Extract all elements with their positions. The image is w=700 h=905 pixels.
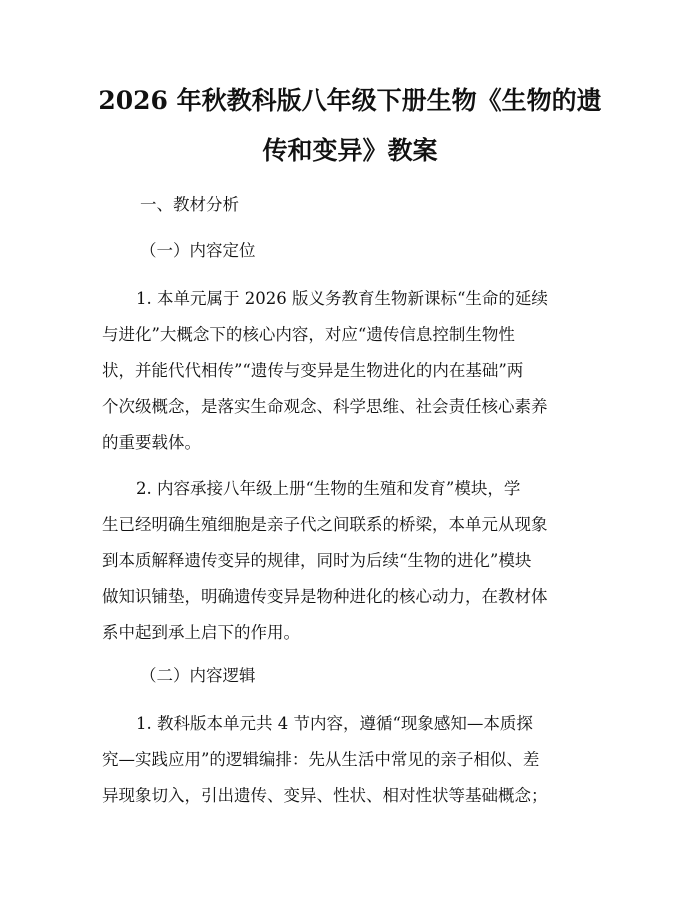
paragraph-line: 系中起到承上启下的作用。 (102, 623, 300, 642)
paragraph-2 (102, 471, 602, 651)
paragraph-line: 做知识铺垫，明确遗传变异是物种进化的核心动力，在教材体 (102, 587, 548, 606)
paragraph-line: 2. 内容承接八年级上册“生物的生殖和发育”模块，学 (136, 479, 521, 498)
paragraph-line: 异现象切入，引出遗传、变异、性状、相对性状等基础概念； (102, 786, 548, 805)
paragraph-line: 与进化”大概念下的核心内容，对应“遗传信息控制生物性 (102, 325, 515, 344)
document-title-line-1: 2026 年秋教科版八年级下册生物《生物的遗 (98, 86, 602, 115)
paragraph-line: 的重要载体。 (102, 433, 201, 452)
paragraph-line: 到本质解释遗传变异的规律，同时为后续“生物的进化”模块 (102, 551, 532, 570)
paragraph-line: 个次级概念，是落实生命观念、科学思维、社会责任核心素养 (102, 397, 548, 416)
paragraph-line: 生已经明确生殖细胞是亲子代之间联系的桥梁，本单元从现象 (102, 515, 548, 534)
subsection-heading-content-positioning: （一）内容定位 (140, 241, 256, 260)
paragraph-1 (102, 281, 602, 461)
paragraph-line: 1. 教科版本单元共 4 节内容，遵循“现象感知—本质探 (136, 714, 533, 733)
section-heading-textbook-analysis: 一、教材分析 (140, 195, 239, 214)
paragraph-3 (102, 706, 602, 814)
paragraph-line: 1. 本单元属于 2026 版义务教育生物新课标“生命的延续 (136, 289, 548, 308)
paragraph-line: 究—实践应用”的逻辑编排：先从生活中常见的亲子相似、差 (102, 750, 540, 769)
paragraph-line: 状，并能代代相传”“遗传与变异是生物进化的内在基础”两 (102, 361, 524, 380)
document-title-line-2: 传和变异》教案 (262, 136, 438, 165)
subsection-heading-content-logic: （二）内容逻辑 (140, 666, 256, 685)
